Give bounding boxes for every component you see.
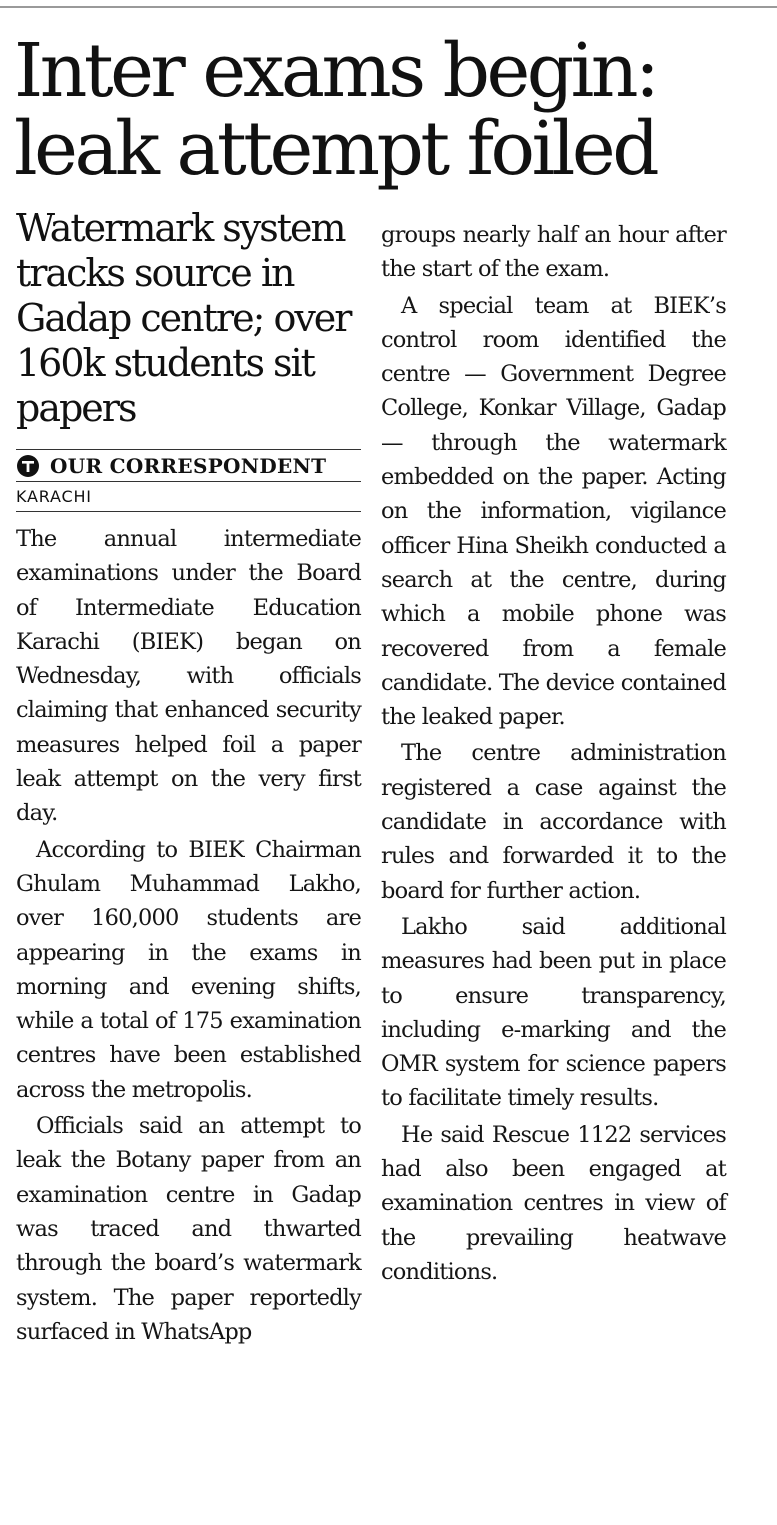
right-column <box>381 218 726 1291</box>
left-column <box>16 206 361 1351</box>
body-paragraph: Lakho said additional measures had been put in place to ensure transparency, including e-marking and the OMR system for science papers to facilitate timely results. <box>381 913 726 1112</box>
body-paragraph: The centre administration registered a case against the candidate in accordance with rules and forwarded it to the board for further action. <box>381 740 726 904</box>
body-paragraph: According to BIEK Chairman Ghulam Muhammad Lakho, over 160,000 students are appearing in the exams in morning and evening shifts, while a total of 175 examination centres have been established across the metropolis. <box>16 836 361 1103</box>
body-paragraph: Officials said an attempt to leak the Botany paper from an examination centre in Gadap was traced and thwarted through the board’s watermark system. The paper reportedly surfaced in WhatsApp <box>16 1113 361 1345</box>
body-paragraph: groups nearly half an hour after the start of the exam. <box>381 222 726 283</box>
top-rule <box>0 6 777 8</box>
deck: Watermark system tracks source in Gadap centre; over 160k students sit papers <box>16 206 351 430</box>
body-paragraph: A special team at BIEK’s control room identified the centre — Government Degree College, Konkar Village, Gadap — through the watermark embedded on the paper. Acting on the information, vigilance officer Hina Sheikh conducted a search at the centre, during which a mobile phone was recovered from a female candidate. The device contained the leaked paper. <box>381 292 726 731</box>
left-body <box>16 522 361 1349</box>
dateline-rule <box>16 511 361 512</box>
body-paragraph: The annual intermediate examinations under the Board of Intermediate Education Karachi (BIEK) began on Wednesday, with officials claiming that enhanced security measures helped foil a paper leak attempt on the very first day. <box>16 526 361 827</box>
body-paragraph: He said Rescue 1122 services had also been engaged at examination centres in view of the prevailing heatwave conditions. <box>381 1121 726 1285</box>
headline: Inter exams begin: leak attempt foiled <box>14 28 657 192</box>
newspaper-logo-icon <box>16 454 40 478</box>
byline: OUR CORRESPONDENT <box>50 454 327 478</box>
dateline: KARACHI <box>16 487 92 506</box>
byline-bar <box>16 449 361 482</box>
